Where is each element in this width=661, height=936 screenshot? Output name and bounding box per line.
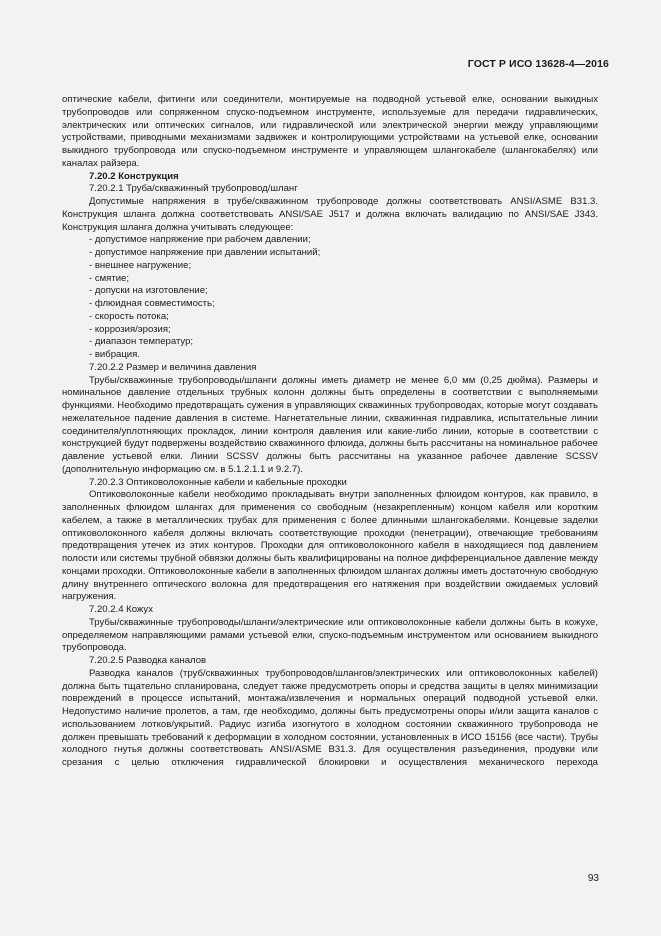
list-item: - смятие; [89,272,130,284]
list-item: - флюидная совместимость; [89,298,215,309]
section-heading: 7.20.2 Конструкция [89,170,179,182]
paragraph: Допустимые напряжения в трубе/скважинном трубопроводе должны соответствовать ANSI/ASME B31.3. Конструкция шланга должна соответствовать ANSI/SAE J517 и должна включать валидацию по ANSI/SAE J343. Конструкция шланга должна учитывать следующее: [62,196,598,233]
page-number: 93 [587,873,599,884]
paragraph: Трубы/скважинные трубопроводы/шланги должны иметь диаметр не менее 6,0 мм (0,25 дюйма). Размеры и номинальное давление отдельных трубных колонн должны быть определены в соответствии с выполняемыми функциями. Необходимо предотвращать сужения в управляющих скважинных трубопроводах, которые могут создавать нежелательное падение давления в системе. Нагнетательные линии, скважинная гидравлика, испытательные линии соединителя/уплотняющих прокладок, линии контроля давления или какие-либо линии, которые в соответствии с конструкцией будут подвержены воздействию скважинного флюида, должны быть рассчитаны на номинальное рабочее давление устьевой елки. Линии SCSSV должны быть рассчитаны на указанное рабочее давление SCSSV (дополнительную информацию см. в 5.1.2.1.1 и 9.2.7). [62,374,598,475]
subsection-heading: 7.20.2.1 Труба/скважинный трубопровод/шланг [89,183,298,195]
document-header: ГОСТ Р ИСО 13628-4—2016 [467,58,609,70]
list-item: - допустимое напряжение при рабочем давлении; [89,234,311,246]
list-item: - диапазон температур; [89,336,194,348]
list-item: - внешнее нагружение; [89,259,192,271]
subsection-heading: 7.20.2.3 Оптиковолоконные кабели и кабельные проходки [89,476,347,488]
list-item: - вибрация. [89,349,140,360]
list-item: - допуски на изготовление; [89,285,208,297]
subsection-heading: 7.20.2.5 Разводка каналов [89,655,207,666]
paragraph: оптические кабели, фитинги или соединители, монтируемые на подводной устьевой елке, основании выкидных трубопроводов или сопряженном спуско-подъемном инструменте, используемые для передачи гидравлических, электрических или оптических сигналов, или гидравлической или электрической энергии между управляющими устройствами, приводными механизмами задвижек и контролирующими устройствами на устьевой елке, основании выкидного трубопровода или спуско-подъемном инструменте и управляющем шлангокабеле (шлангокабелях) или каналах райзера. [62,94,598,169]
list-item: - скорость потока; [89,310,169,322]
subsection-heading: 7.20.2.2 Размер и величина давления [89,361,257,373]
paragraph: Трубы/скважинные трубопроводы/шланги/электрические или оптиковолоконные кабели должны быть в кожухе, определяемом направляющими рамами устьевой елки, спуско-подъемным инструментом или основанием выкидного трубопровода. [62,616,598,654]
list-item: - допустимое напряжение при давлении испытаний; [89,247,321,258]
subsection-heading: 7.20.2.4 Кожух [89,604,153,615]
list-item: - коррозия/эрозия; [89,323,171,335]
paragraph: Оптиковолоконные кабели необходимо прокладывать внутри заполненных флюидом контуров, как правило, в заполненных флюидом шлангах для применения со свободным (незакрепленным) концом кабеля или коротким кабелем, а также в металлических трубах для применения с более длинными шлангокабелями. Концевые заделки оптиковолоконного кабеля должны включать соответствующие проходки (пенетрации), отвечающие требованиям предотвращения утечек из этих контуров. Проходки для оптиковолоконного кабеля в находящиеся под давлением полости или системы трубной обвязки должны быть квалифицированы на полное дифференциальное давление между концами проходки. Оптиковолоконные кабели в заполненных флюидом шлангах должны иметь достаточную свободную длину внутреннего оптического волокна для предотвращения его натяжения при воздействии ожидаемых условий нагружения. [62,489,598,603]
paragraph: Разводка каналов (труб/скважинных трубопроводов/шлангов/электрических или оптиковолоконных кабелей) должна быть тщательно спланирована, следует также предусмотреть опоры и средства защиты в целях минимизации повреждений в процессе испытаний, монтажа/извлечения и нормальных операций подводной устьевой елки. Недопустимо наличие пролетов, а там, где необходимо, должны быть предусмотрены опоры и/или защита каналов с использованием лотков/укрытий. Радиус изгиба изогнутого в холодном состоянии скважинного трубопровода не должен превышать требований к деформации в холодном состоянии, установленных в ИСО 15156 (все части). Трубы холодного гнутья должны соответствовать ANSI/ASME B31.3. Для осуществления разъединения, продувки или срезания с целью отключения гидравлической блокировки и осуществления механического перехода [62,667,598,768]
body-text [62,94,598,770]
